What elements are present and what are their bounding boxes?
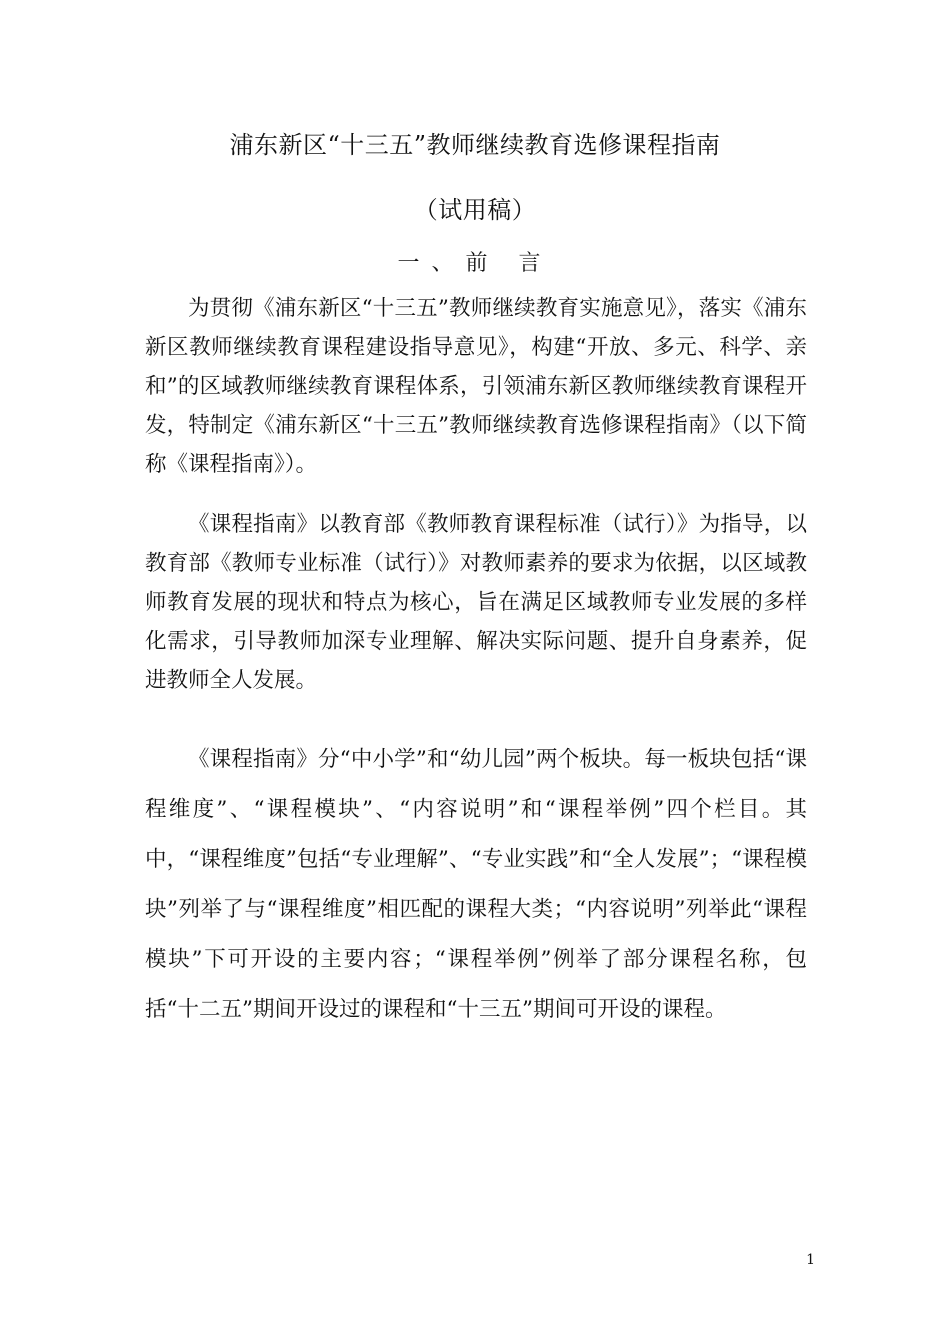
paragraph-guidance: 《课程指南》以教育部《教师教育课程标准（试行）》为指导，以教育部《教师专业标准（试行）》对教师素养的要求为依据，以区域教师教育发展的现状和特点为核心，旨在满足区域教师专业发展的多样化需求，引导教师加深专业理解、解决实际问题、提升自身素养，促进教师全人发展。 [145, 512, 807, 693]
paragraph-purpose: 为贯彻《浦东新区“十三五”教师继续教育实施意见》，落实《浦东新区教师继续教育课程建设指导意见》，构建“开放、多元、科学、亲和”的区域教师继续教育课程体系，引领浦东新区教师继续教育课程开发，特制定《浦东新区“十三五”教师继续教育选修课程指南》（以下简称《课程指南》）。 [145, 296, 807, 477]
document-title: 浦东新区“十三五”教师继续教育选修课程指南 [229, 131, 721, 159]
page-number: 1 [806, 1252, 815, 1268]
document-subtitle: （试用稿） [413, 196, 537, 224]
paragraph-structure: 《课程指南》分“中小学”和“幼儿园”两个板块。每一板块包括“课程维度”、“课程模块”、“内容说明”和“课程举例”四个栏目。其中，“课程维度”包括“专业理解”、“专业实践”和“全人发展”；“课程模块”列举了与“课程维度”相匹配的课程大类；“内容说明”列举此“课程模块”下可开设的主要内容；“课程举例”例举了部分课程名称，包括“十二五”期间开设过的课程和“十三五”期间可开设的课程。 [145, 747, 807, 1022]
section-heading: 一、前 言 [397, 251, 553, 276]
